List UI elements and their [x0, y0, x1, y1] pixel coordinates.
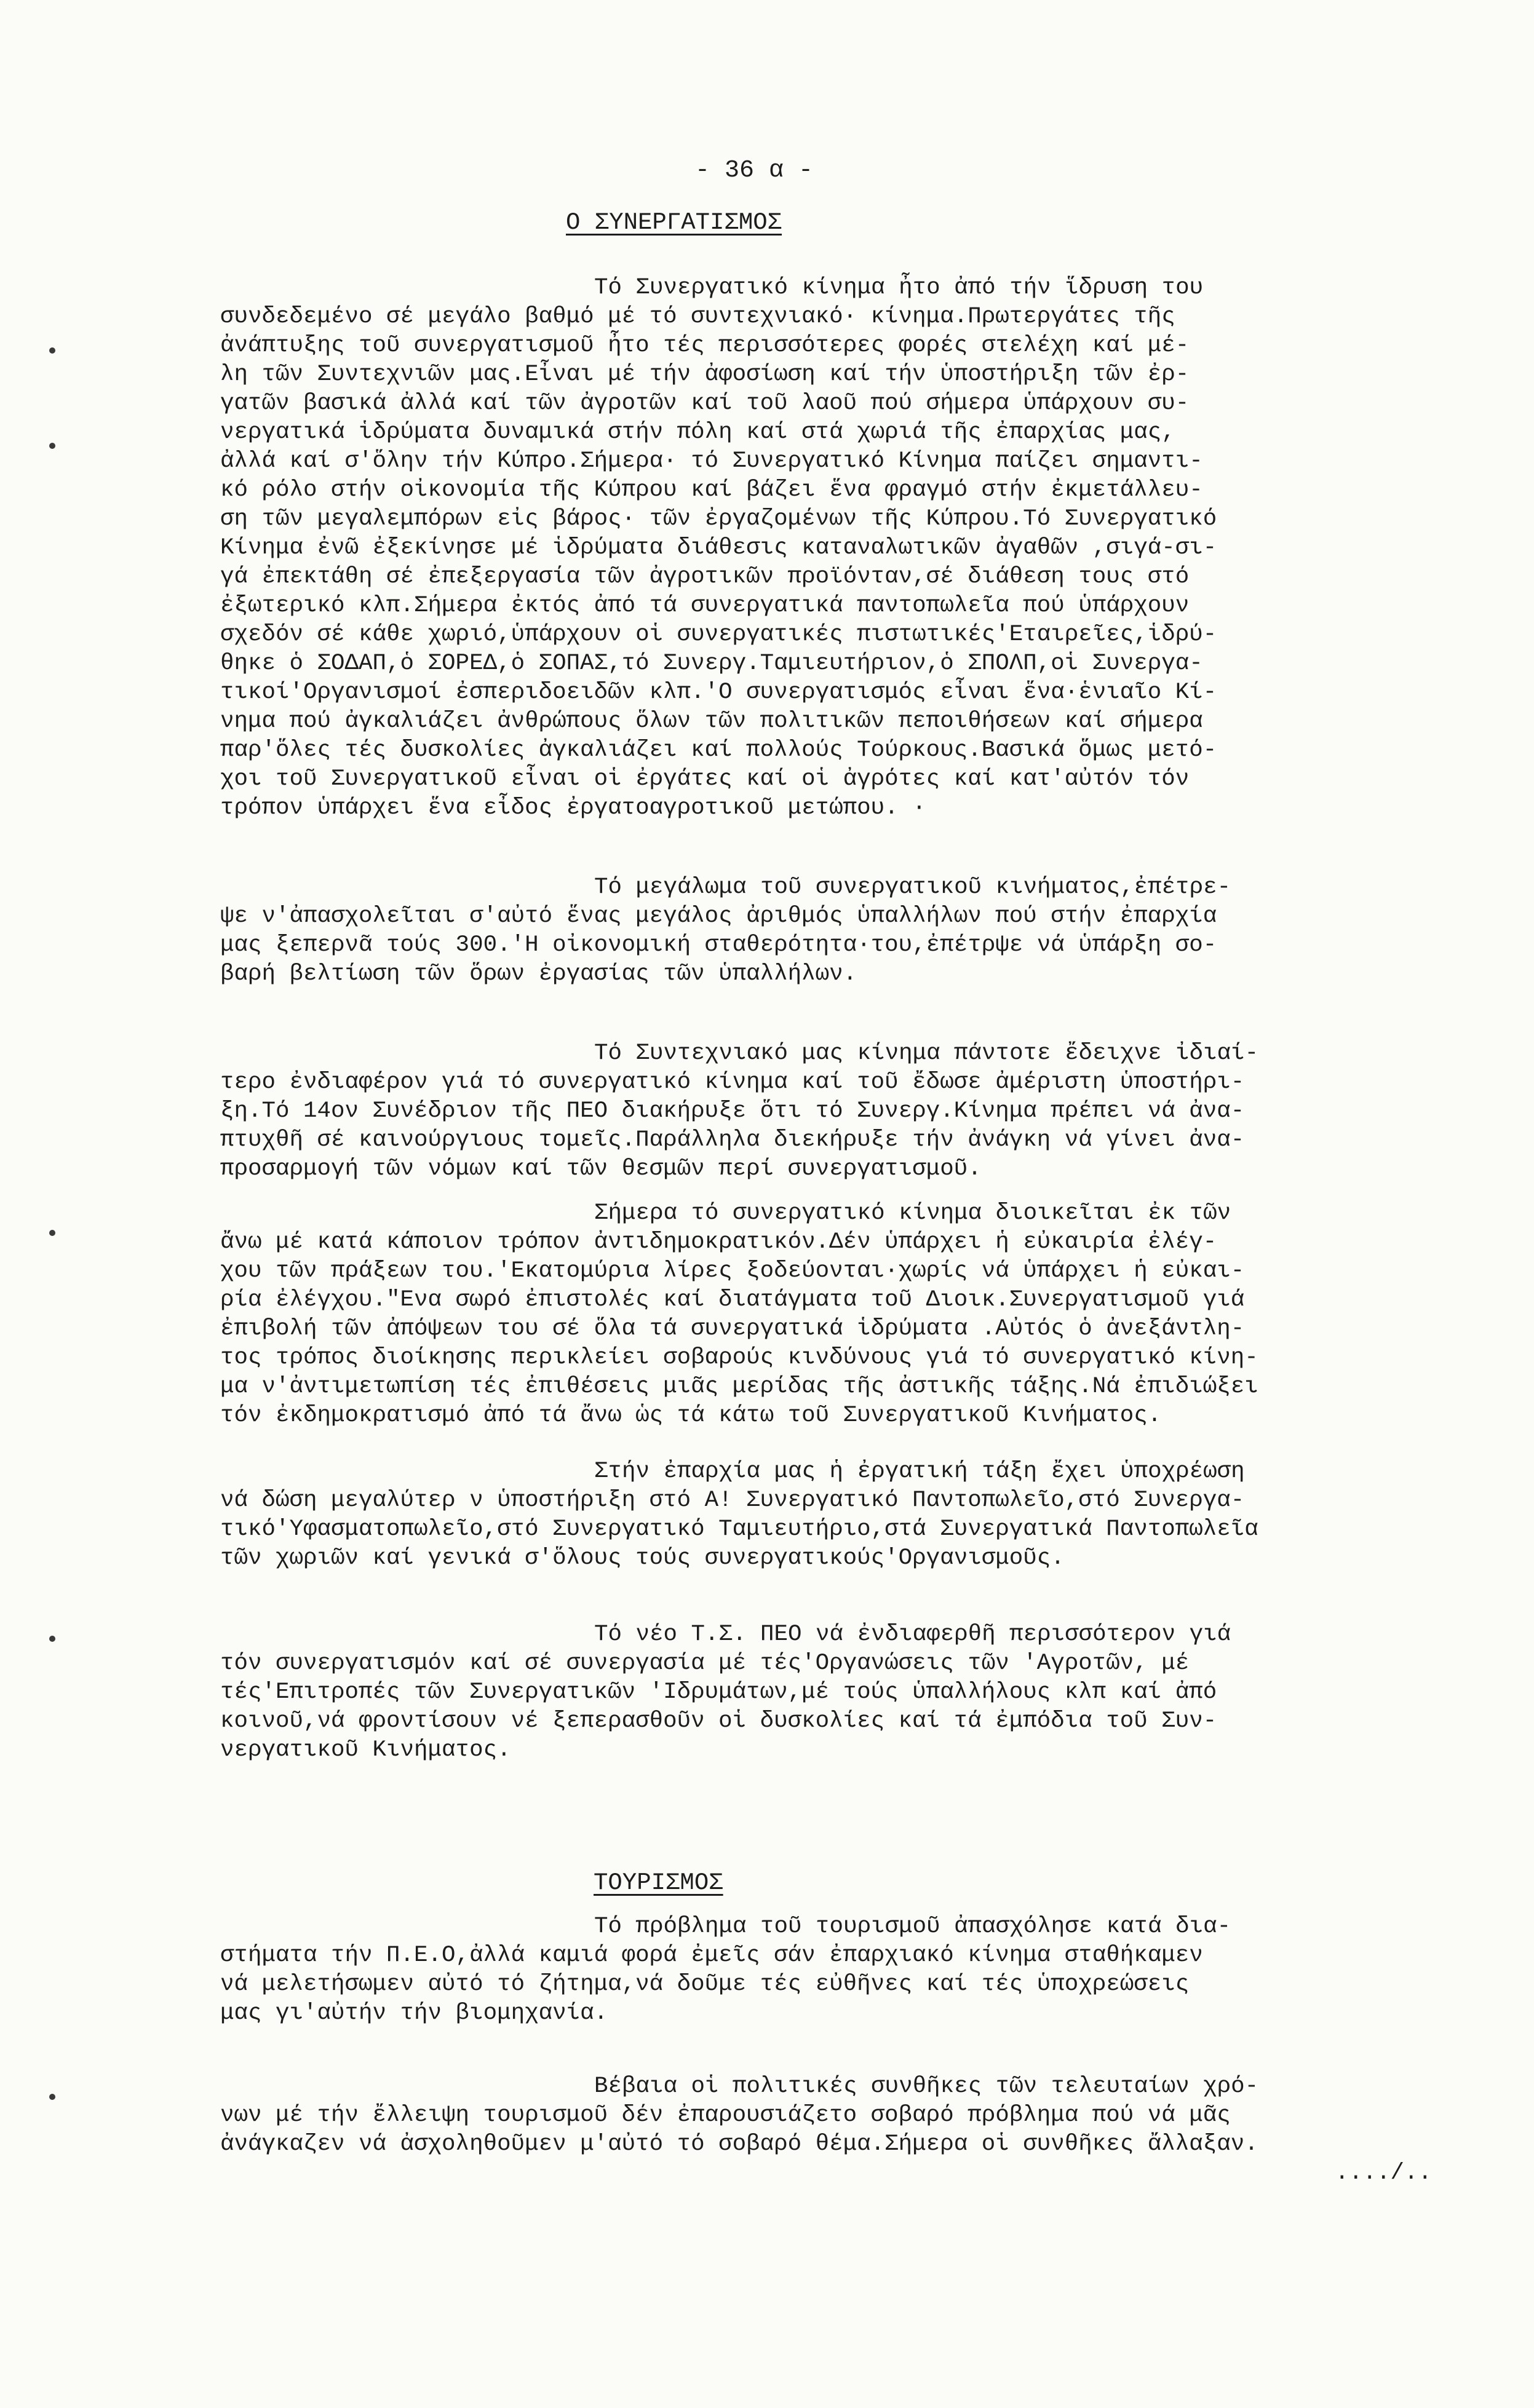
text-line: Τό πρόβλημα τοῦ τουρισμοῦ ἀπασχόλησε κατά δια-	[594, 1914, 1231, 1939]
text-line: τόν συνεργατισμόν καί σέ συνεργασία μέ τές'Οργανώσεις τῶν 'Αγροτῶν, μέ	[220, 1650, 1190, 1676]
text-line: παρ'ὅλες τές δυσκολίες ἀγκαλιάζει καί πολλούς Τούρκους.Βασικά ὅμως μετό-	[220, 737, 1217, 763]
text-line: χου τῶν πράξεων του.'Εκατομύρια λίρες ξοδεύονται·χωρίς νά ὑπάρχει ἡ εὐκαι-	[220, 1258, 1245, 1284]
text-line: Στήν ἐπαρχία μας ἡ ἐργατική τάξη ἔχει ὑποχρέωση	[594, 1459, 1245, 1484]
text-line: νημα πού ἀγκαλιάζει ἀνθρώπους ὅλων τῶν πολιτικῶν πεποιθήσεων καί σήμερα	[220, 708, 1203, 734]
text-line: Βέβαια οἱ πολιτικές συνθῆκες τῶν τελευταίων χρό-	[594, 2073, 1259, 2099]
margin-dot	[49, 1230, 55, 1236]
paragraph-8	[220, 2072, 1438, 2188]
section-heading-tourismos: ΤΟΥΡΙΣΜΟΣ	[594, 1869, 723, 1896]
text-line: προσαρμογή τῶν νόμων καί τῶν θεσμῶν περί συνεργατισμοῦ.	[220, 1156, 982, 1182]
text-line: τές'Επιτροπές τῶν Συνεργατικῶν 'Ιδρυμάτων,μέ τούς ὑπαλλήλους κλπ καί ἀπό	[220, 1679, 1217, 1705]
text-line: τος τρόπος διοίκησης περικλείει σοβαρούς κινδύνους γιά τό συνεργατικό κίνη-	[220, 1345, 1258, 1371]
text-line: πτυχθῆ σέ καινούργιους τομεῖς.Παράλληλα διεκήρυξε τήν ἀνάγκη νά γίνει ἀνα-	[220, 1127, 1245, 1153]
text-line: μα ν'ἀντιμετωπίση τές ἐπιθέσεις μιᾶς μερίδας τῆς ἀστικῆς τάξης.Νά ἐπιδιώξει	[220, 1374, 1258, 1400]
text-line: Τό Συντεχνιακό μας κίνημα πάντοτε ἔδειχνε ἰδιαί-	[594, 1040, 1259, 1066]
margin-dot	[49, 1636, 55, 1642]
paragraph-6	[220, 1620, 1438, 1765]
text-line: ἐξωτερικό κλπ.Σήμερα ἐκτός ἀπό τά συνεργατικά παντοπωλεῖα πού ὑπάρχουν	[220, 593, 1190, 619]
text-line: ἀνάπτυξης τοῦ συνεργατισμοῦ ἦτο τές περισσότερες φορές στελέχη καί μέ-	[220, 333, 1190, 358]
margin-dot	[49, 443, 55, 449]
text-line: νεργατικοῦ Κινήματος.	[220, 1737, 511, 1763]
paragraph-1	[220, 274, 1438, 823]
text-line: στήματα τήν Π.Ε.Ο,ἀλλά καμιά φορά ἐμεῖς σάν ἐπαρχιακό κίνημα σταθήκαμεν	[220, 1943, 1203, 1968]
text-line: τικό'Υφασματοπωλεῖο,στό Συνεργατικό Ταμιευτήριο,στά Συνεργατικά Παντοπωλεῖα	[220, 1516, 1258, 1542]
text-line: βαρή βελτίωση τῶν ὅρων ἐργασίας τῶν ὑπαλλήλων.	[220, 961, 857, 987]
text-line: ση τῶν μεγαλεμπόρων εἰς βάρος· τῶν ἐργαζομένων τῆς Κύπρου.Τό Συνεργατικό	[220, 506, 1217, 532]
text-line: Τό νέο Τ.Σ. ΠΕΟ νά ἐνδιαφερθῆ περισσότερον γιά	[594, 1622, 1231, 1647]
text-line: ἀνάγκαζεν νά ἀσχοληθοῦμεν μ'αὐτό τό σοβαρό θέμα.Σήμερα οἱ συνθῆκες ἄλλαξαν.	[220, 2131, 1258, 2157]
text-line: ψε ν'ἀπασχολεῖται σ'αὐτό ἕνας μεγάλος ἀριθμός ὑπαλλήλων πού στήν ἐπαρχία	[220, 903, 1217, 929]
text-line: νά δώση μεγαλύτερ ν ὑποστήριξη στό Α! Συνεργατικό Παντοπωλεῖο,στό Συνεργα-	[220, 1487, 1245, 1513]
section-heading-synergatismos: Ο ΣΥΝΕΡΓΑΤΙΣΜΟΣ	[566, 209, 782, 236]
text-line: ἐπιβολή τῶν ἀπόψεων του σέ ὅλα τά συνεργατικά ἱδρύματα .Αὐτός ὁ ἀνεξάντλη-	[220, 1316, 1245, 1342]
paragraph-5	[220, 1457, 1438, 1573]
text-line: κοινοῦ,νά φροντίσουν νέ ξεπερασθοῦν οἱ δυσκολίες καί τά ἐμπόδια τοῦ Συν-	[220, 1708, 1217, 1734]
text-line: κό ρόλο στήν οἰκονομία τῆς Κύπρου καί βάζει ἕνα φραγμό στήν ἐκμετάλλευ-	[220, 477, 1203, 503]
paragraph-3	[220, 1039, 1438, 1184]
text-line: σχεδόν σέ κάθε χωριό,ὑπάρχουν οἱ συνεργατικές πιστωτικές'Εταιρεῖες,ἱδρύ-	[220, 622, 1217, 648]
text-line: τικοί'Οργανισμοί ἐσπεριδοειδῶν κλπ.'Ο συνεργατισμός εἶναι ἕνα·ἑνιαῖο Κί-	[220, 679, 1217, 705]
text-line: τρόπον ὑπάρχει ἕνα εἶδος ἐργατοαγροτικοῦ μετώπου. ·	[220, 795, 926, 821]
text-line: ἄνω μέ κατά κάποιον τρόπον ἀντιδημοκρατικόν.Δέν ὑπάρχει ἡ εὐκαιρία ἐλέγ-	[220, 1229, 1217, 1255]
text-line: θηκε ὁ ΣΟΔΑΠ,ὁ ΣΟΡΕΔ,ὁ ΣΟΠΑΣ,τό Συνεργ.Ταμιευτήριον,ὁ ΣΠΟΛΠ,οἱ Συνεργα-	[220, 651, 1203, 676]
text-line: χοι τοῦ Συνεργατικοῦ εἶναι οἱ ἐργάτες καί οἱ ἀγρότες καί κατ'αὐτόν τόν	[220, 766, 1190, 792]
text-line: νά μελετήσωμεν αὐτό τό ζήτημα,νά δοῦμε τές εὐθῆνες καί τές ὑποχρεώσεις	[220, 1971, 1190, 1997]
text-line: Κίνημα ἐνῶ ἐξεκίνησε μέ ἱδρύματα διάθεσις καταναλωτικῶν ἀγαθῶν ,σιγά-σι-	[220, 535, 1217, 561]
text-line: τόν ἐκδημοκρατισμό ἀπό τά ἄνω ὡς τά κάτω τοῦ Συνεργατικοῦ Κινήματος.	[220, 1403, 1162, 1428]
paragraph-2	[220, 873, 1438, 989]
text-line: ξη.Τό 14ον Συνέδριον τῆς ΠΕΟ διακήρυξε ὅτι τό Συνεργ.Κίνημα πρέπει νά ἀνα-	[220, 1098, 1245, 1124]
text-line: τερο ἐνδιαφέρον γιά τό συνεργατικό κίνημα καί τοῦ ἔδωσε ἀμέριστη ὑποστήρι-	[220, 1069, 1245, 1095]
text-line: λη τῶν Συντεχνιῶν μας.Εἶναι μέ τήν ἀφοσίωση καί τήν ὑποστήριξη τῶν ἐρ-	[220, 362, 1190, 387]
text-line: γατῶν βασικά ἀλλά καί τῶν ἀγροτῶν καί τοῦ λαοῦ πού σήμερα ὑπάρχουν συ-	[220, 390, 1190, 416]
margin-dot	[49, 2094, 55, 2100]
paragraph-4	[220, 1199, 1438, 1430]
text-line: Τό Συνεργατικό κίνημα ἦτο ἀπό τήν ἵδρυση του	[594, 275, 1204, 301]
text-line: τῶν χωριῶν καί γενικά σ'ὅλους τούς συνεργατικούς'Οργανισμοῦς.	[220, 1545, 1065, 1571]
text-line: ἀλλά καί σ'ὅλην τήν Κύπρο.Σήμερα· τό Συνεργατικό Κίνημα παίζει σημαντι-	[220, 448, 1203, 474]
text-line: ρία ἐλέγχου."Ενα σωρό ἐπιστολές καί διατάγματα τοῦ Διοικ.Συνεργατισμοῦ γιά	[220, 1287, 1245, 1313]
text-line: νεργατικά ἱδρύματα δυναμικά στήν πόλη καί στά χωριά τῆς ἐπαρχίας μας,	[220, 419, 1175, 445]
text-line: μας ξεπερνᾶ τούς 300.'Η οἰκονομική σταθερότητα·του,ἐπέτρψε νά ὑπάρξη σο-	[220, 932, 1217, 958]
text-line: γά ἐπεκτάθη σέ ἐπεξεργασία τῶν ἀγροτικῶν προϊόνταν,σέ διάθεση τους στό	[220, 564, 1190, 590]
text-line: νων μέ τήν ἔλλειψη τουρισμοῦ δέν ἐπαρουσιάζετο σοβαρό πρόβλημα πού νά μᾶς	[220, 2102, 1231, 2128]
margin-dot	[49, 347, 55, 354]
continuation-mark: ..../..	[1335, 2160, 1432, 2186]
text-line: συνδεδεμένο σέ μεγάλο βαθμό μέ τό συντεχνιακό· κίνημα.Πρωτεργάτες τῆς	[220, 304, 1175, 330]
text-line: Τό μεγάλωμα τοῦ συνεργατικοῦ κινήματος,ἐπέτρε-	[594, 874, 1231, 900]
text-line: Σήμερα τό συνεργατικό κίνημα διοικεῖται ἐκ τῶν	[594, 1200, 1231, 1226]
paragraph-7	[220, 1912, 1438, 2028]
page-number: - 36 α -	[695, 157, 814, 184]
text-line: μας γι'αὐτήν τήν βιομηχανία.	[220, 2000, 608, 2026]
